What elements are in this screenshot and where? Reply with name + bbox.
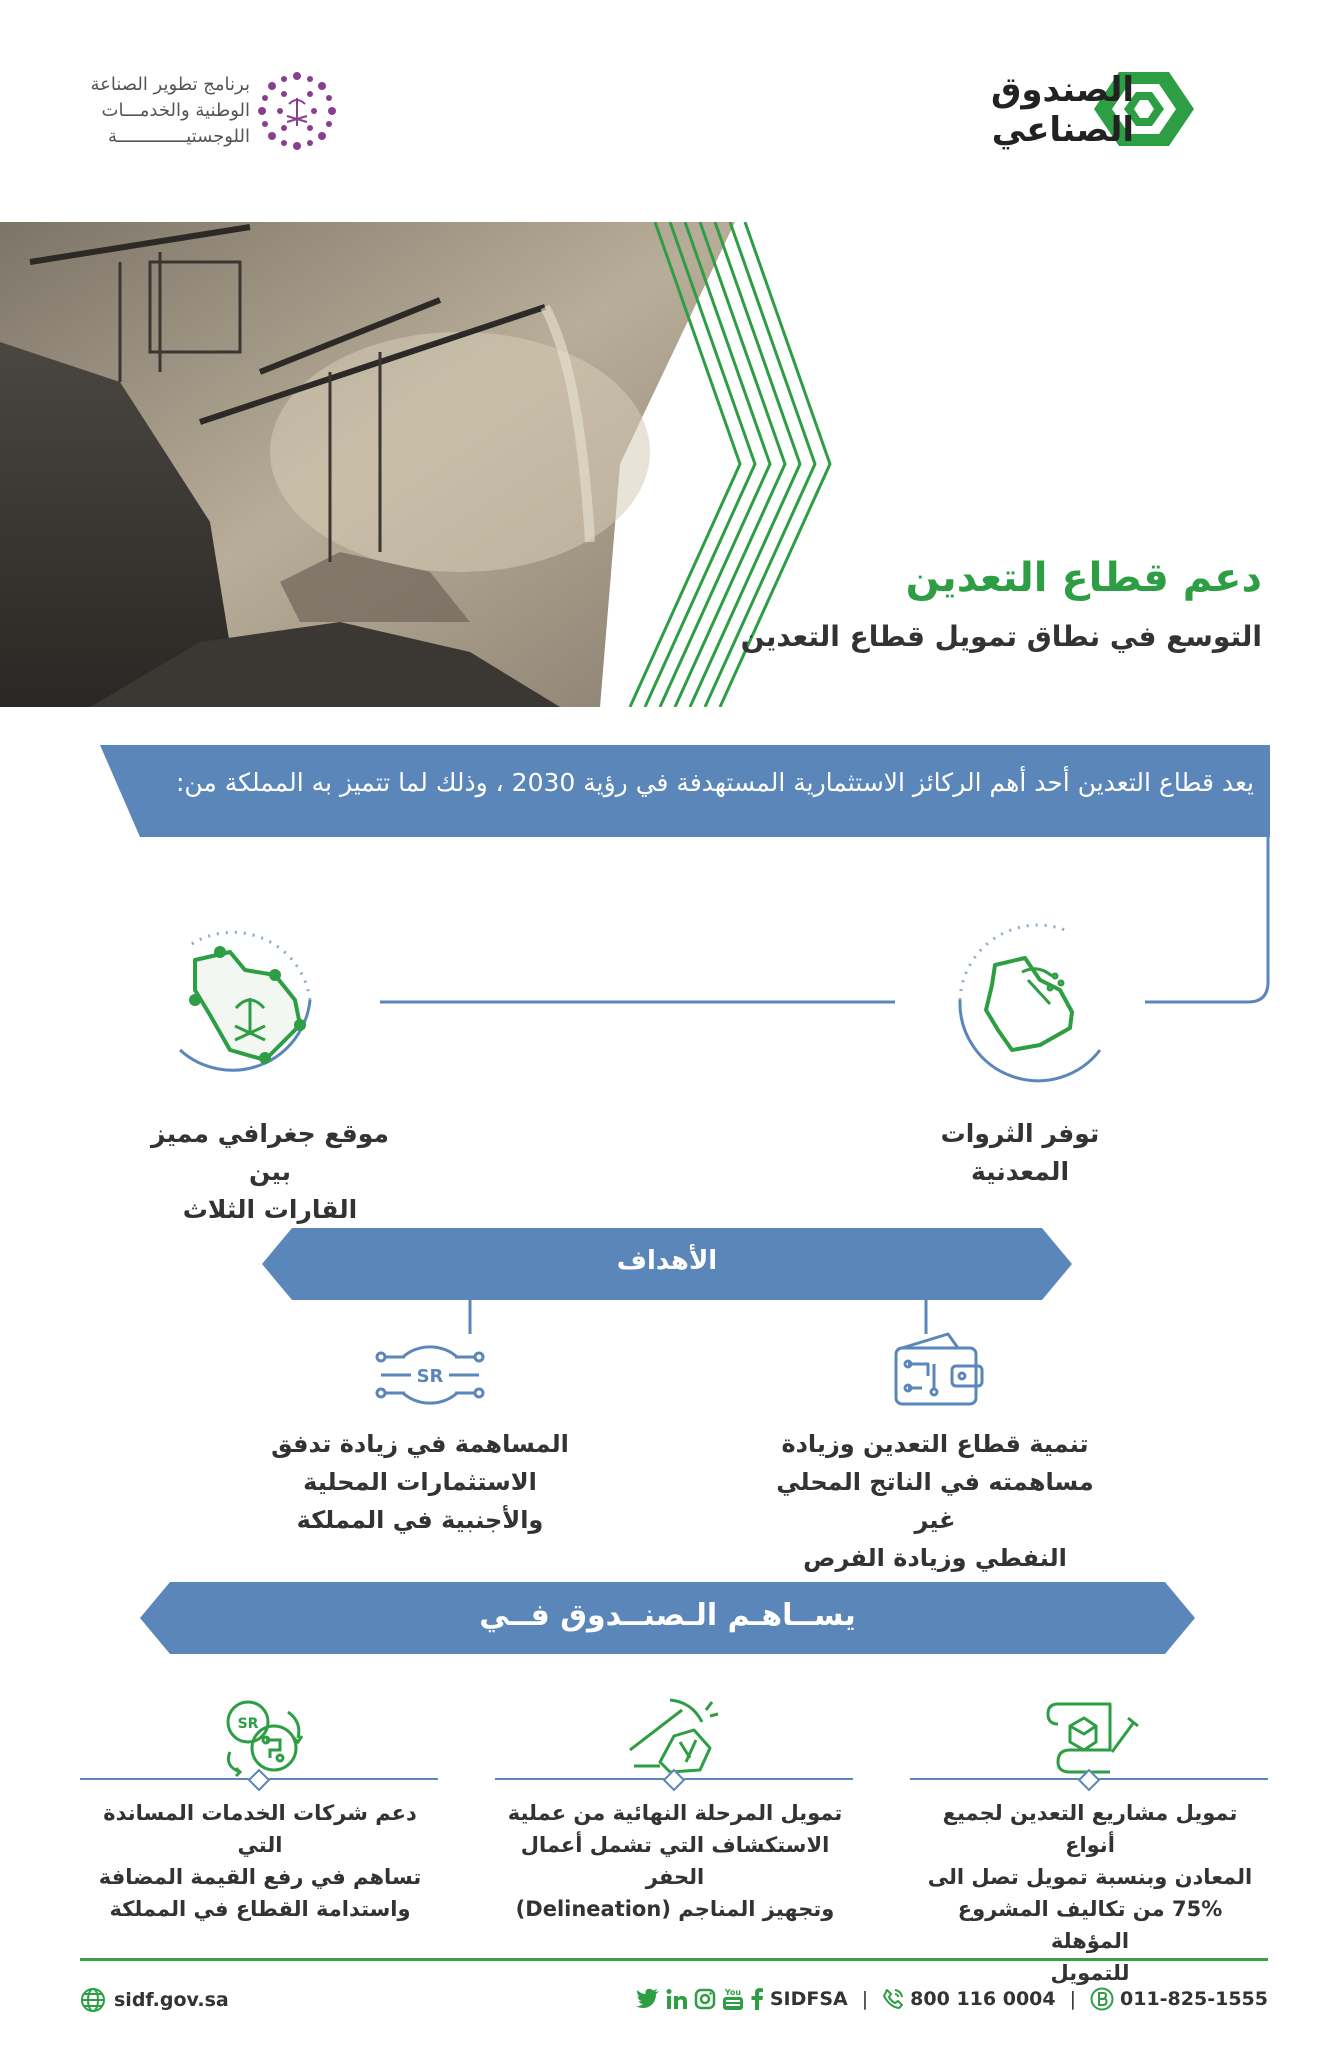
fax-icon [1090,1987,1114,2011]
pillar-right-line3: 75% من تكاليف المشروع المؤهلة [957,1897,1223,1953]
pillar-support-services-text [85,1797,435,1925]
social-handle[interactable]: SIDFSA [769,1988,848,2010]
social-icons [636,1987,848,2011]
fax-block[interactable] [1090,1987,1268,2011]
sidf-logo-text [991,70,1134,150]
pillar-left-icon-label: SR [237,1716,259,1732]
youtube-icon[interactable] [722,1987,744,2011]
saudi-map-location-icon [150,900,350,1100]
twitter-icon[interactable] [636,1988,660,2010]
pillar-middle-line3: وتجهيز المناجم (Delineation) [515,1897,835,1921]
goal-left-line3: والأجنبية في المملكة [296,1506,544,1534]
fax-number[interactable]: 011-825-1555 [1120,1988,1268,2010]
pickaxe-rock-icon [620,1692,720,1777]
facebook-icon[interactable] [750,1988,764,2010]
features-connector-lines [380,837,1270,1007]
sidf-logo-line2: الصناعي [991,110,1134,150]
footer-separator: | [861,1988,869,2010]
pillar-right-line1: تمويل مشاريع التعدين لجميع أنواع [942,1801,1238,1857]
feature-mineral-wealth-label [890,1115,1150,1191]
pillar-middle-line1: تمويل المرحلة النهائية من عملية [507,1801,843,1825]
goal-left-line1: المساهمة في زيادة تدفق [271,1430,569,1458]
fund-contributes-title: يســاهـم الـصنــدوق فــي [479,1598,856,1633]
page-title: دعم قطاع التعدين [905,555,1262,601]
youtube-label: You [724,1988,741,1997]
footer-website[interactable] [80,1987,229,2013]
linkedin-icon[interactable] [666,1988,688,2010]
intro-text: يعد قطاع التعدين أحد أهم الركائز الاستثمارية المستهدفة في رؤية 2030 ، وذلك لما تتميز به المملكة من: [175,768,1254,797]
nidlp-logo-text [80,72,250,150]
ore-scroll-icon [1040,1692,1140,1777]
goal-right-line2: مساهمته في الناتج المحلي غير [776,1468,1094,1534]
goal-left-icon-label: SR [416,1366,444,1387]
website-link[interactable]: sidf.gov.sa [114,1989,229,2011]
pillar-right-line2: المعادن وبنسبة تمويل تصل الى [927,1865,1253,1889]
feature-right-line: توفر الثروات المعدنية [940,1119,1100,1186]
feature-geographic-location-label [130,1115,410,1229]
wallet-circuit-icon [888,1330,988,1410]
goals-connector-lines [460,1300,940,1340]
goals-title: الأهداف [616,1246,718,1276]
nidlp-emblem-icon [256,70,338,152]
phone-icon [882,1988,904,2010]
sr-currency-network-icon [375,1335,485,1415]
instagram-icon[interactable] [694,1988,716,2010]
nidlp-line1: برنامج تطوير الصناعة [90,74,250,95]
nidlp-line2: الوطنية والخدمـــات [101,100,250,121]
pillar-exploration-financing-text [500,1797,850,1925]
pillar-right-line4: للتمويل [1050,1961,1130,1985]
footer-divider [80,1958,1268,1961]
phone-block[interactable] [882,1988,1055,2010]
footer-contact [636,1987,1268,2011]
saudi-map-mining-icon [920,900,1120,1100]
goal-left-line2: الاستثمارات المحلية [303,1468,537,1496]
page-subtitle: التوسع في نطاق تمويل قطاع التعدين [740,620,1262,653]
goal-right-line3: النفطي وزيادة الفرص [803,1544,1067,1572]
sr-circular-support-icon [210,1692,310,1777]
phone-number[interactable]: 800 116 0004 [910,1988,1056,2010]
feature-left-line1: موقع جغرافي مميز بين [151,1119,389,1186]
sidf-logo-line1: الصندوق [991,70,1134,110]
nidlp-line3: اللوجستيـــــــــــــة [108,126,250,147]
goal-right-line1: تنمية قطاع التعدين وزيادة [781,1430,1089,1458]
footer-separator-2: | [1069,1988,1077,2010]
goal-investment-flow-text [270,1425,570,1539]
globe-icon [80,1987,106,2013]
pillar-left-line2: تساهم في رفع القيمة المضافة [98,1865,422,1889]
pillar-middle-line2: الاستكشاف التي تشمل أعمال الحفر [520,1833,830,1889]
pillar-left-line1: دعم شركات الخدمات المساندة التي [103,1801,417,1857]
feature-left-line2: القارات الثلاث [182,1195,358,1224]
pillar-left-line3: واستدامة القطاع في المملكة [109,1897,411,1921]
